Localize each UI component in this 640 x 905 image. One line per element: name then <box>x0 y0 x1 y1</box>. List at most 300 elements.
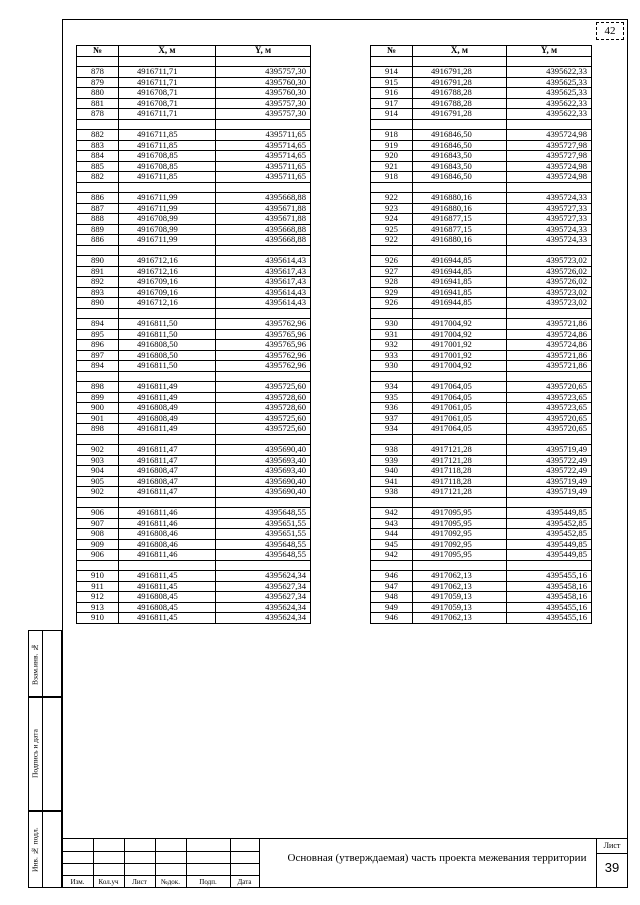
y-coordinate-cell: 4395622,33 <box>507 109 592 120</box>
point-number-cell: 934 <box>371 424 413 435</box>
point-number-cell: 942 <box>371 550 413 561</box>
point-number-cell: 910 <box>77 571 119 582</box>
table-row <box>371 193 592 204</box>
table-row <box>77 571 311 582</box>
table-row <box>77 455 311 466</box>
table-row <box>77 140 311 151</box>
point-number-cell: 879 <box>77 77 119 88</box>
y-coordinate-cell: 4395622,33 <box>507 67 592 78</box>
x-coordinate-cell: 4917062,13 <box>413 571 507 582</box>
y-coordinate-cell: 4395719,49 <box>507 445 592 456</box>
y-coordinate-cell: 4395651,55 <box>216 529 311 540</box>
table-row <box>371 77 592 88</box>
y-coordinate-cell: 4395690,40 <box>216 476 311 487</box>
table-row <box>77 88 311 99</box>
table-row <box>371 508 592 519</box>
y-coordinate-cell: 4395720,65 <box>507 382 592 393</box>
table-row <box>371 319 592 330</box>
group-separator-row <box>77 119 311 130</box>
group-separator-row <box>371 119 592 130</box>
table-row <box>77 256 311 267</box>
x-coordinate-cell: 4916811,50 <box>119 329 216 340</box>
y-coordinate-cell: 4395449,85 <box>507 539 592 550</box>
y-coordinate-cell: 4395671,88 <box>216 214 311 225</box>
y-coordinate-cell: 4395455,16 <box>507 613 592 624</box>
y-coordinate-cell: 4395723,02 <box>507 256 592 267</box>
table-row <box>371 581 592 592</box>
x-coordinate-cell: 4916711,99 <box>119 235 216 246</box>
point-number-cell: 899 <box>77 392 119 403</box>
point-number-cell: 924 <box>371 214 413 225</box>
col-label-ndok: №док. <box>161 878 180 886</box>
table-row <box>77 581 311 592</box>
table-header-row <box>371 46 592 57</box>
point-number-cell: 920 <box>371 151 413 162</box>
y-coordinate-cell: 4395723,02 <box>507 287 592 298</box>
point-number-cell: 878 <box>77 109 119 120</box>
x-coordinate-cell: 4916711,85 <box>119 130 216 141</box>
y-coordinate-cell: 4395651,55 <box>216 518 311 529</box>
group-separator-row <box>77 245 311 256</box>
y-coordinate-cell: 4395714,65 <box>216 151 311 162</box>
y-coordinate-cell: 4395727,98 <box>507 151 592 162</box>
table-row <box>77 298 311 309</box>
y-coordinate-cell: 4395690,40 <box>216 487 311 498</box>
table-row <box>77 382 311 393</box>
y-coordinate-cell: 4395714,65 <box>216 140 311 151</box>
x-coordinate-cell: 4916808,50 <box>119 340 216 351</box>
table-row <box>371 161 592 172</box>
header-x: X, м <box>119 46 216 57</box>
x-coordinate-cell: 4917121,28 <box>413 445 507 456</box>
y-coordinate-cell: 4395711,65 <box>216 130 311 141</box>
y-coordinate-cell: 4395721,86 <box>507 361 592 372</box>
point-number-cell: 938 <box>371 445 413 456</box>
x-coordinate-cell: 4917064,05 <box>413 392 507 403</box>
page-number: 42 <box>596 22 624 40</box>
group-separator-row <box>371 560 592 571</box>
y-coordinate-cell: 4395614,43 <box>216 298 311 309</box>
point-number-cell: 927 <box>371 266 413 277</box>
point-number-cell: 949 <box>371 602 413 613</box>
point-number-cell: 925 <box>371 224 413 235</box>
y-coordinate-cell: 4395760,30 <box>216 88 311 99</box>
col-label-izm: Изм. <box>70 878 85 886</box>
point-number-cell: 947 <box>371 581 413 592</box>
table-row <box>371 455 592 466</box>
table-row <box>371 130 592 141</box>
y-coordinate-cell: 4395720,65 <box>507 413 592 424</box>
point-number-cell: 918 <box>371 130 413 141</box>
group-separator-row <box>371 308 592 319</box>
table-row <box>77 487 311 498</box>
x-coordinate-cell: 4916811,45 <box>119 613 216 624</box>
x-coordinate-cell: 4916880,16 <box>413 235 507 246</box>
point-number-cell: 923 <box>371 203 413 214</box>
table-row <box>371 424 592 435</box>
table-row <box>371 466 592 477</box>
x-coordinate-cell: 4916708,71 <box>119 98 216 109</box>
y-coordinate-cell: 4395627,34 <box>216 581 311 592</box>
y-coordinate-cell: 4395725,60 <box>216 382 311 393</box>
y-coordinate-cell: 4395624,34 <box>216 571 311 582</box>
y-coordinate-cell: 4395762,96 <box>216 361 311 372</box>
point-number-cell: 903 <box>77 455 119 466</box>
x-coordinate-cell: 4916808,49 <box>119 403 216 414</box>
point-number-cell: 948 <box>371 592 413 603</box>
table-row <box>77 550 311 561</box>
side-strip-inv <box>28 811 62 888</box>
y-coordinate-cell: 4395721,86 <box>507 350 592 361</box>
point-number-cell: 902 <box>77 487 119 498</box>
table-row <box>77 508 311 519</box>
x-coordinate-cell: 4916944,85 <box>413 266 507 277</box>
y-coordinate-cell: 4395760,30 <box>216 77 311 88</box>
table-row <box>77 329 311 340</box>
point-number-cell: 908 <box>77 529 119 540</box>
point-number-cell: 930 <box>371 319 413 330</box>
point-number-cell: 882 <box>77 130 119 141</box>
header-num: № <box>77 46 119 57</box>
table-row <box>371 392 592 403</box>
y-coordinate-cell: 4395724,33 <box>507 235 592 246</box>
y-coordinate-cell: 4395449,85 <box>507 508 592 519</box>
sheet-label: Лист <box>603 841 621 850</box>
y-coordinate-cell: 4395727,33 <box>507 203 592 214</box>
table-row <box>77 277 311 288</box>
point-number-cell: 941 <box>371 476 413 487</box>
table-row <box>77 109 311 120</box>
point-number-cell: 891 <box>77 266 119 277</box>
x-coordinate-cell: 4917059,13 <box>413 592 507 603</box>
y-coordinate-cell: 4395455,16 <box>507 602 592 613</box>
point-number-cell: 890 <box>77 298 119 309</box>
table-row <box>371 518 592 529</box>
table-row <box>371 571 592 582</box>
table-row <box>77 602 311 613</box>
table-row <box>77 350 311 361</box>
point-number-cell: 909 <box>77 539 119 550</box>
point-number-cell: 901 <box>77 413 119 424</box>
x-coordinate-cell: 4916711,71 <box>119 77 216 88</box>
y-coordinate-cell: 4395724,98 <box>507 172 592 183</box>
table-row <box>371 88 592 99</box>
header-x: X, м <box>413 46 507 57</box>
x-coordinate-cell: 4916811,50 <box>119 361 216 372</box>
point-number-cell: 907 <box>77 518 119 529</box>
y-coordinate-cell: 4395627,34 <box>216 592 311 603</box>
table-row <box>77 235 311 246</box>
point-number-cell: 898 <box>77 424 119 435</box>
table-row <box>371 224 592 235</box>
point-number-cell: 926 <box>371 256 413 267</box>
point-number-cell: 914 <box>371 109 413 120</box>
y-coordinate-cell: 4395720,65 <box>507 424 592 435</box>
table-row <box>77 529 311 540</box>
x-coordinate-cell: 4916709,16 <box>119 277 216 288</box>
x-coordinate-cell: 4916712,16 <box>119 256 216 267</box>
table-row <box>77 214 311 225</box>
side-label-inv: Инв. № подл. <box>30 827 40 872</box>
y-coordinate-cell: 4395719,49 <box>507 487 592 498</box>
x-coordinate-cell: 4917095,95 <box>413 550 507 561</box>
point-number-cell: 898 <box>77 382 119 393</box>
point-number-cell: 894 <box>77 319 119 330</box>
point-number-cell: 936 <box>371 403 413 414</box>
point-number-cell: 905 <box>77 476 119 487</box>
table-row <box>77 67 311 78</box>
point-number-cell: 928 <box>371 277 413 288</box>
table-row <box>77 413 311 424</box>
x-coordinate-cell: 4916808,49 <box>119 413 216 424</box>
table-row <box>77 424 311 435</box>
title-block-grid <box>62 839 260 888</box>
table-row <box>371 109 592 120</box>
side-label-vzam: Взам.инв. № <box>30 642 40 685</box>
table-row <box>371 340 592 351</box>
point-number-cell: 916 <box>371 88 413 99</box>
y-coordinate-cell: 4395725,60 <box>216 413 311 424</box>
x-coordinate-cell: 4916788,28 <box>413 88 507 99</box>
point-number-cell: 945 <box>371 539 413 550</box>
x-coordinate-cell: 4916944,85 <box>413 298 507 309</box>
table-row <box>77 445 311 456</box>
table-row <box>371 266 592 277</box>
x-coordinate-cell: 4916843,50 <box>413 151 507 162</box>
x-coordinate-cell: 4917118,28 <box>413 476 507 487</box>
y-coordinate-cell: 4395458,16 <box>507 581 592 592</box>
col-label-koluch: Кол.уч <box>98 878 119 886</box>
y-coordinate-cell: 4395719,49 <box>507 476 592 487</box>
table-row <box>371 487 592 498</box>
y-coordinate-cell: 4395727,33 <box>507 214 592 225</box>
x-coordinate-cell: 4916811,45 <box>119 581 216 592</box>
group-separator-row <box>371 371 592 382</box>
y-coordinate-cell: 4395452,85 <box>507 518 592 529</box>
table-row <box>371 539 592 550</box>
point-number-cell: 922 <box>371 235 413 246</box>
y-coordinate-cell: 4395723,02 <box>507 298 592 309</box>
y-coordinate-cell: 4395723,65 <box>507 403 592 414</box>
y-coordinate-cell: 4395728,60 <box>216 403 311 414</box>
x-coordinate-cell: 4917064,05 <box>413 382 507 393</box>
x-coordinate-cell: 4916811,50 <box>119 319 216 330</box>
x-coordinate-cell: 4916843,50 <box>413 161 507 172</box>
point-number-cell: 906 <box>77 550 119 561</box>
table-row <box>371 98 592 109</box>
point-number-cell: 888 <box>77 214 119 225</box>
y-coordinate-cell: 4395671,88 <box>216 203 311 214</box>
table-row <box>77 613 311 624</box>
x-coordinate-cell: 4916711,85 <box>119 172 216 183</box>
x-coordinate-cell: 4916808,45 <box>119 602 216 613</box>
y-coordinate-cell: 4395724,98 <box>507 130 592 141</box>
table-row <box>371 256 592 267</box>
table-row <box>77 539 311 550</box>
x-coordinate-cell: 4917118,28 <box>413 466 507 477</box>
x-coordinate-cell: 4917004,92 <box>413 361 507 372</box>
point-number-cell: 894 <box>77 361 119 372</box>
x-coordinate-cell: 4916808,46 <box>119 539 216 550</box>
point-number-cell: 921 <box>371 161 413 172</box>
y-coordinate-cell: 4395722,49 <box>507 455 592 466</box>
group-separator-row <box>77 497 311 508</box>
x-coordinate-cell: 4916811,49 <box>119 424 216 435</box>
table-row <box>77 130 311 141</box>
x-coordinate-cell: 4917001,92 <box>413 350 507 361</box>
y-coordinate-cell: 4395711,65 <box>216 161 311 172</box>
point-number-cell: 946 <box>371 571 413 582</box>
y-coordinate-cell: 4395452,85 <box>507 529 592 540</box>
point-number-cell: 938 <box>371 487 413 498</box>
sheet-box <box>596 838 628 888</box>
x-coordinate-cell: 4916811,49 <box>119 382 216 393</box>
y-coordinate-cell: 4395711,65 <box>216 172 311 183</box>
table-row <box>371 613 592 624</box>
x-coordinate-cell: 4917121,28 <box>413 487 507 498</box>
table-row <box>77 392 311 403</box>
point-number-cell: 933 <box>371 350 413 361</box>
table-row <box>371 592 592 603</box>
x-coordinate-cell: 4916944,85 <box>413 256 507 267</box>
table-row <box>77 172 311 183</box>
point-number-cell: 886 <box>77 193 119 204</box>
x-coordinate-cell: 4917062,13 <box>413 581 507 592</box>
point-number-cell: 930 <box>371 361 413 372</box>
group-separator-row <box>77 56 311 67</box>
x-coordinate-cell: 4916791,28 <box>413 77 507 88</box>
table-row <box>371 361 592 372</box>
table-row <box>371 151 592 162</box>
y-coordinate-cell: 4395624,34 <box>216 613 311 624</box>
y-coordinate-cell: 4395458,16 <box>507 592 592 603</box>
coordinates-table-right <box>370 45 592 624</box>
point-number-cell: 902 <box>77 445 119 456</box>
coordinates-table-left <box>76 45 311 624</box>
point-number-cell: 884 <box>77 151 119 162</box>
table-row <box>371 350 592 361</box>
x-coordinate-cell: 4916709,16 <box>119 287 216 298</box>
table-row <box>371 214 592 225</box>
point-number-cell: 900 <box>77 403 119 414</box>
y-coordinate-cell: 4395757,30 <box>216 109 311 120</box>
y-coordinate-cell: 4395724,33 <box>507 224 592 235</box>
y-coordinate-cell: 4395693,40 <box>216 455 311 466</box>
title-block <box>62 838 628 888</box>
table-row <box>77 266 311 277</box>
group-separator-row <box>371 182 592 193</box>
y-coordinate-cell: 4395721,86 <box>507 319 592 330</box>
table-row <box>371 140 592 151</box>
y-coordinate-cell: 4395757,30 <box>216 67 311 78</box>
table-row <box>371 602 592 613</box>
y-coordinate-cell: 4395449,85 <box>507 550 592 561</box>
point-number-cell: 897 <box>77 350 119 361</box>
group-separator-row <box>77 308 311 319</box>
point-number-cell: 881 <box>77 98 119 109</box>
point-number-cell: 931 <box>371 329 413 340</box>
table-row <box>77 518 311 529</box>
y-coordinate-cell: 4395614,43 <box>216 287 311 298</box>
table-row <box>371 298 592 309</box>
x-coordinate-cell: 4917064,05 <box>413 424 507 435</box>
point-number-cell: 943 <box>371 518 413 529</box>
document-title: Основная (утверждаемая) часть проекта межевания территории <box>287 852 587 864</box>
x-coordinate-cell: 4916880,16 <box>413 203 507 214</box>
point-number-cell: 895 <box>77 329 119 340</box>
table-row <box>371 413 592 424</box>
x-coordinate-cell: 4916880,16 <box>413 193 507 204</box>
point-number-cell: 940 <box>371 466 413 477</box>
point-number-cell: 889 <box>77 224 119 235</box>
x-coordinate-cell: 4916811,46 <box>119 518 216 529</box>
x-coordinate-cell: 4917059,13 <box>413 602 507 613</box>
x-coordinate-cell: 4916791,28 <box>413 67 507 78</box>
point-number-cell: 937 <box>371 413 413 424</box>
table-header-row <box>77 46 311 57</box>
y-coordinate-cell: 4395724,86 <box>507 329 592 340</box>
group-separator-row <box>371 434 592 445</box>
table-row <box>371 203 592 214</box>
x-coordinate-cell: 4916941,85 <box>413 287 507 298</box>
point-number-cell: 887 <box>77 203 119 214</box>
point-number-cell: 892 <box>77 277 119 288</box>
point-number-cell: 885 <box>77 161 119 172</box>
table-row <box>371 287 592 298</box>
y-coordinate-cell: 4395617,43 <box>216 266 311 277</box>
point-number-cell: 893 <box>77 287 119 298</box>
table-row <box>77 287 311 298</box>
header-num: № <box>371 46 413 57</box>
point-number-cell: 912 <box>77 592 119 603</box>
col-label-list: Лист <box>132 878 147 886</box>
table-row <box>77 98 311 109</box>
x-coordinate-cell: 4916877,15 <box>413 224 507 235</box>
table-row <box>371 382 592 393</box>
x-coordinate-cell: 4917004,92 <box>413 319 507 330</box>
point-number-cell: 934 <box>371 382 413 393</box>
x-coordinate-cell: 4916808,50 <box>119 350 216 361</box>
table-row <box>77 77 311 88</box>
table-row <box>77 476 311 487</box>
table-row <box>371 235 592 246</box>
point-number-cell: 926 <box>371 298 413 309</box>
point-number-cell: 944 <box>371 529 413 540</box>
y-coordinate-cell: 4395622,33 <box>507 98 592 109</box>
point-number-cell: 878 <box>77 67 119 78</box>
y-coordinate-cell: 4395722,49 <box>507 466 592 477</box>
y-coordinate-cell: 4395648,55 <box>216 539 311 550</box>
y-coordinate-cell: 4395765,96 <box>216 329 311 340</box>
y-coordinate-cell: 4395725,60 <box>216 424 311 435</box>
table-row <box>371 67 592 78</box>
side-strip-vzam <box>28 630 62 697</box>
x-coordinate-cell: 4916712,16 <box>119 298 216 309</box>
x-coordinate-cell: 4916877,15 <box>413 214 507 225</box>
x-coordinate-cell: 4917062,13 <box>413 613 507 624</box>
col-label-data: Дата <box>237 878 252 886</box>
x-coordinate-cell: 4916941,85 <box>413 277 507 288</box>
y-coordinate-cell: 4395693,40 <box>216 466 311 477</box>
table-row <box>77 319 311 330</box>
x-coordinate-cell: 4916708,85 <box>119 151 216 162</box>
x-coordinate-cell: 4916708,85 <box>119 161 216 172</box>
point-number-cell: 942 <box>371 508 413 519</box>
x-coordinate-cell: 4916846,50 <box>413 130 507 141</box>
point-number-cell: 913 <box>77 602 119 613</box>
x-coordinate-cell: 4916708,99 <box>119 214 216 225</box>
x-coordinate-cell: 4916711,85 <box>119 140 216 151</box>
